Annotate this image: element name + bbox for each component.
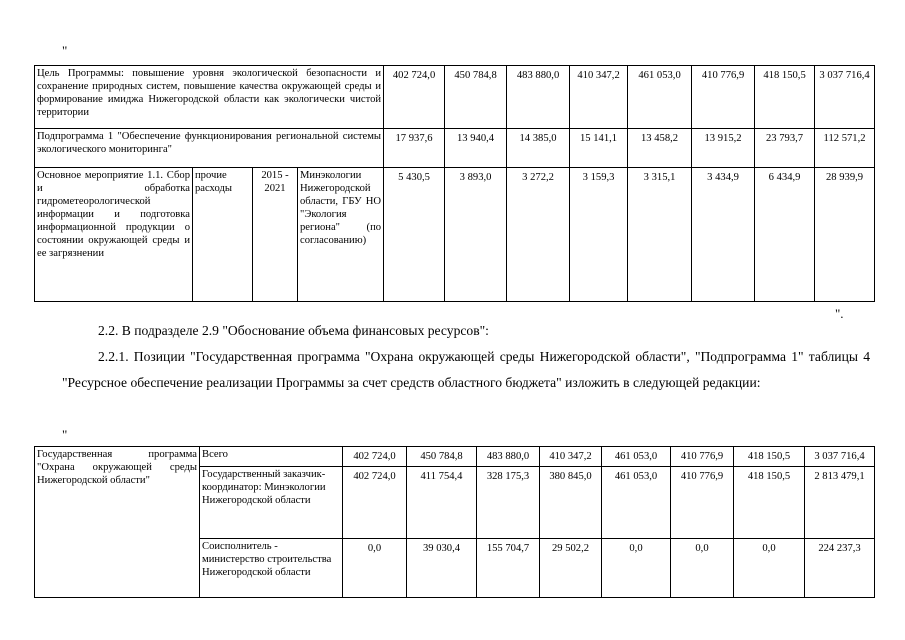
value-cell: 402 724,0	[384, 66, 445, 129]
value-cell: 17 937,6	[384, 129, 445, 168]
row-label: Основное мероприятие 1.1. Сбор и обработка гидрометеорологической информации и подготовка информационной продукции о состоянии окружающей среды и ее загрязнении	[35, 168, 193, 302]
value-cell: 6 434,9	[755, 168, 815, 302]
value-cell: 14 385,0	[507, 129, 570, 168]
value-cell: 3 272,2	[507, 168, 570, 302]
value-cell: 224 237,3	[805, 539, 875, 598]
value-cell: 380 845,0	[540, 467, 602, 539]
table-row	[35, 129, 875, 168]
value-cell: 410 776,9	[671, 467, 734, 539]
period-cell: 2015 - 2021	[253, 168, 298, 302]
value-cell: 483 880,0	[477, 447, 540, 467]
value-cell: 418 150,5	[734, 447, 805, 467]
value-cell: 410 347,2	[540, 447, 602, 467]
value-cell: 39 030,4	[407, 539, 477, 598]
row-label: Всего	[200, 447, 343, 467]
value-cell: 461 053,0	[628, 66, 692, 129]
value-cell: 410 347,2	[570, 66, 628, 129]
value-cell: 450 784,8	[407, 447, 477, 467]
row-label: Подпрограмма 1 "Обеспечение функционирования региональной системы экологического мониторинга"	[35, 129, 384, 168]
value-cell: 3 434,9	[692, 168, 755, 302]
value-cell: 2 813 479,1	[805, 467, 875, 539]
row-label: Цель Программы: повышение уровня экологической безопасности и сохранение природных систем, повышение качества окружающей среды и формирование имиджа Нижегородской области как экологически чистой территории	[35, 66, 384, 129]
value-cell: 0,0	[602, 539, 671, 598]
value-cell: 418 150,5	[755, 66, 815, 129]
value-cell: 155 704,7	[477, 539, 540, 598]
value-cell: 13 940,4	[445, 129, 507, 168]
value-cell: 461 053,0	[602, 447, 671, 467]
value-cell: 29 502,2	[540, 539, 602, 598]
value-cell: 410 776,9	[692, 66, 755, 129]
value-cell: 3 037 716,4	[815, 66, 875, 129]
executor-cell: Минэкологии Нижегородской области, ГБУ НО "Экология региона" (по согласованию)	[298, 168, 384, 302]
value-cell: 402 724,0	[343, 447, 407, 467]
value-cell: 112 571,2	[815, 129, 875, 168]
value-cell: 0,0	[734, 539, 805, 598]
value-cell: 328 175,3	[477, 467, 540, 539]
value-cell: 3 159,3	[570, 168, 628, 302]
paragraph-2-2: 2.2. В подразделе 2.9 "Обоснование объема финансовых ресурсов":	[98, 323, 489, 338]
value-cell: 402 724,0	[343, 467, 407, 539]
row-label: Государственный заказчик-координатор: Минэкологии Нижегородской области	[200, 467, 343, 539]
table-row	[35, 447, 875, 467]
value-cell: 13 915,2	[692, 129, 755, 168]
value-cell: 0,0	[671, 539, 734, 598]
program-name-cell: Государственная программа "Охрана окружающей среды Нижегородской области"	[35, 447, 200, 598]
table-row	[35, 66, 875, 129]
value-cell: 410 776,9	[671, 447, 734, 467]
table-row	[35, 168, 875, 302]
value-cell: 3 315,1	[628, 168, 692, 302]
value-cell: 15 141,1	[570, 129, 628, 168]
category-cell: прочие расходы	[193, 168, 253, 302]
value-cell: 28 939,9	[815, 168, 875, 302]
paragraph-2-2-1: 2.2.1. Позиции "Государственная программа "Охрана окружающей среды Нижегородской области", "Подпрограмма 1" таблицы 4 "Ресурсное обеспечение реализации Программы за счет средств областного бюджета" изложить в следующей редакции:	[62, 349, 870, 390]
value-cell: 450 784,8	[445, 66, 507, 129]
value-cell: 3 893,0	[445, 168, 507, 302]
value-cell: 483 880,0	[507, 66, 570, 129]
value-cell: 23 793,7	[755, 129, 815, 168]
value-cell: 461 053,0	[602, 467, 671, 539]
opening-quote: "	[62, 427, 68, 442]
value-cell: 0,0	[343, 539, 407, 598]
value-cell: 418 150,5	[734, 467, 805, 539]
opening-quote: "	[62, 43, 68, 58]
value-cell: 411 754,4	[407, 467, 477, 539]
value-cell: 5 430,5	[384, 168, 445, 302]
value-cell: 13 458,2	[628, 129, 692, 168]
row-label: Соисполнитель - министерство строительства Нижегородской области	[200, 539, 343, 598]
value-cell: 3 037 716,4	[805, 447, 875, 467]
resource-table	[34, 446, 875, 598]
program-table-1	[34, 65, 875, 302]
closing-quote: ".	[835, 306, 844, 321]
